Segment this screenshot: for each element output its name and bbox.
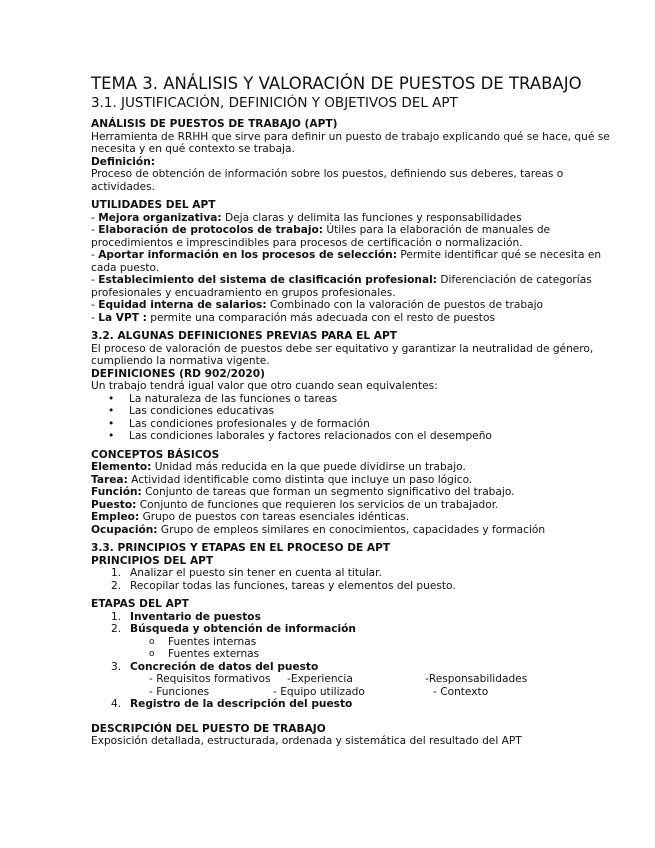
list-item: 3. Concreción de datos del puesto — [111, 660, 319, 673]
list-item: o Fuentes externas — [168, 648, 615, 661]
utilidad-item: - Establecimiento del sistema de clasificación profesional: Diferenciación de categorías profesionales y encuadramiento en grupos profesionales. — [91, 274, 592, 299]
list-item: • Las condiciones educativas — [129, 405, 615, 418]
definiciones-heading: DEFINICIONES (RD 902/2020) — [91, 367, 265, 380]
concepto-item: Elemento: Unidad más reducida en la que puede dividirse un trabajo. — [91, 461, 466, 473]
equivalencias-list — [91, 393, 615, 443]
utilidad-item: - Aportar información en los procesos de selección: Permite identificar qué se necesita en cada puesto. — [91, 249, 602, 274]
section-3-2-heading: 3.2. ALGUNAS DEFINICIONES PREVIAS PARA EL APT — [91, 330, 397, 342]
definicion-text: Proceso de obtención de información sobre los puestos, definiendo sus deberes, tareas o actividades. — [91, 168, 564, 193]
datos-item: -Responsabilidades — [425, 673, 528, 685]
utilidades-list — [91, 212, 615, 325]
fuentes-list — [91, 636, 615, 661]
list-item: • La naturaleza de las funciones o tareas — [129, 393, 615, 406]
list-item: • Las condiciones laborales y factores relacionados con el desempeño — [129, 430, 615, 443]
document-title: TEMA 3. ANÁLISIS Y VALORACIÓN DE PUESTOS DE TRABAJO — [91, 74, 582, 93]
section-3-1-heading: 3.1. JUSTIFICACIÓN, DEFINICIÓN Y OBJETIVOS DEL APT — [91, 95, 458, 111]
principios-heading: PRINCIPIOS DEL APT — [91, 554, 214, 567]
list-item: 4. Registro de la descripción del puesto — [111, 698, 353, 710]
utilidad-item: - La VPT : permite una comparación más adecuada con el resto de puestos — [91, 311, 495, 324]
utilidad-item: - Mejora organizativa: Deja claras y delimita las funciones y responsabilidades — [91, 211, 522, 224]
datos-item: - Equipo utilizado — [273, 685, 365, 698]
etapas-heading: ETAPAS DEL APT — [91, 598, 189, 610]
datos-item: - Funciones — [149, 685, 210, 698]
list-item: • Las condiciones profesionales y de formación — [129, 418, 615, 431]
definiciones-text: Un trabajo tendrá igual valor que otro cuando sean equivalentes: — [91, 380, 438, 392]
conceptos-heading: CONCEPTOS BÁSICOS — [91, 448, 220, 461]
datos-item: - Requisitos formativos — [149, 673, 271, 685]
list-item: o Fuentes internas — [168, 636, 615, 649]
descripcion-text: Exposición detallada, estructurada, ordenada y sistemática del resultado del APT — [91, 735, 522, 747]
apt-heading: ANÁLISIS DE PUESTOS DE TRABAJO (APT) — [91, 118, 338, 130]
datos-puesto-row — [91, 673, 615, 686]
list-item: 2. Recopilar todas las funciones, tareas y elementos del puesto. — [111, 579, 456, 592]
concepto-item: Ocupación: Grupo de empleos similares en conocimientos, capacidades y formación — [91, 523, 546, 536]
etapas-list-end — [91, 698, 615, 711]
descripcion-heading: DESCRIPCIÓN DEL PUESTO DE TRABAJO — [91, 722, 326, 735]
concepto-item: Empleo: Grupo de puestos con tareas esenciales idénticas. — [91, 511, 410, 523]
list-item: 1. Inventario de puestos — [111, 610, 261, 623]
datos-puesto-row — [91, 686, 615, 699]
list-item: 1. Analizar el puesto sin tener en cuenta al titular. — [111, 567, 382, 579]
concepto-item: Tarea: Actividad identificable como distinta que incluye un paso lógico. — [91, 473, 473, 486]
concepto-item: Función: Conjunto de tareas que forman un segmento significativo del trabajo. — [91, 486, 515, 498]
principios-list — [91, 567, 615, 592]
concepto-item: Puesto: Conjunto de funciones que requieren los servicios de un trabajador. — [91, 498, 499, 511]
datos-item: -Experiencia — [287, 673, 353, 685]
etapas-list-cont — [91, 661, 615, 674]
utilidades-heading: UTILIDADES DEL APT — [91, 199, 216, 211]
datos-item: - Contexto — [433, 685, 489, 698]
definicion-heading: Definición: — [91, 155, 155, 168]
utilidad-item: - Elaboración de protocolos de trabajo: Útiles para la elaboración de manuales de procedimientos e imprescindibles para procesos de certificación o normalización. — [91, 224, 551, 249]
apt-text: Herramienta de RRHH que sirve para definir un puesto de trabajo explicando qué se hace, qué se necesita y en qué contexto se trabaja. — [91, 130, 610, 155]
list-item: 2. Búsqueda y obtención de información — [111, 623, 356, 635]
section-3-2-text: El proceso de valoración de puestos debe ser equitativo y garantizar la neutralidad de género, cumpliendo la normativa vigente. — [91, 342, 594, 367]
conceptos-list — [91, 461, 615, 536]
etapas-list — [91, 611, 615, 636]
section-3-3-heading: 3.3. PRINCIPIOS Y ETAPAS EN EL PROCESO DE APT — [91, 542, 391, 554]
utilidad-item: - Equidad interna de salarios: Combinado con la valoración de puestos de trabajo — [91, 299, 544, 311]
